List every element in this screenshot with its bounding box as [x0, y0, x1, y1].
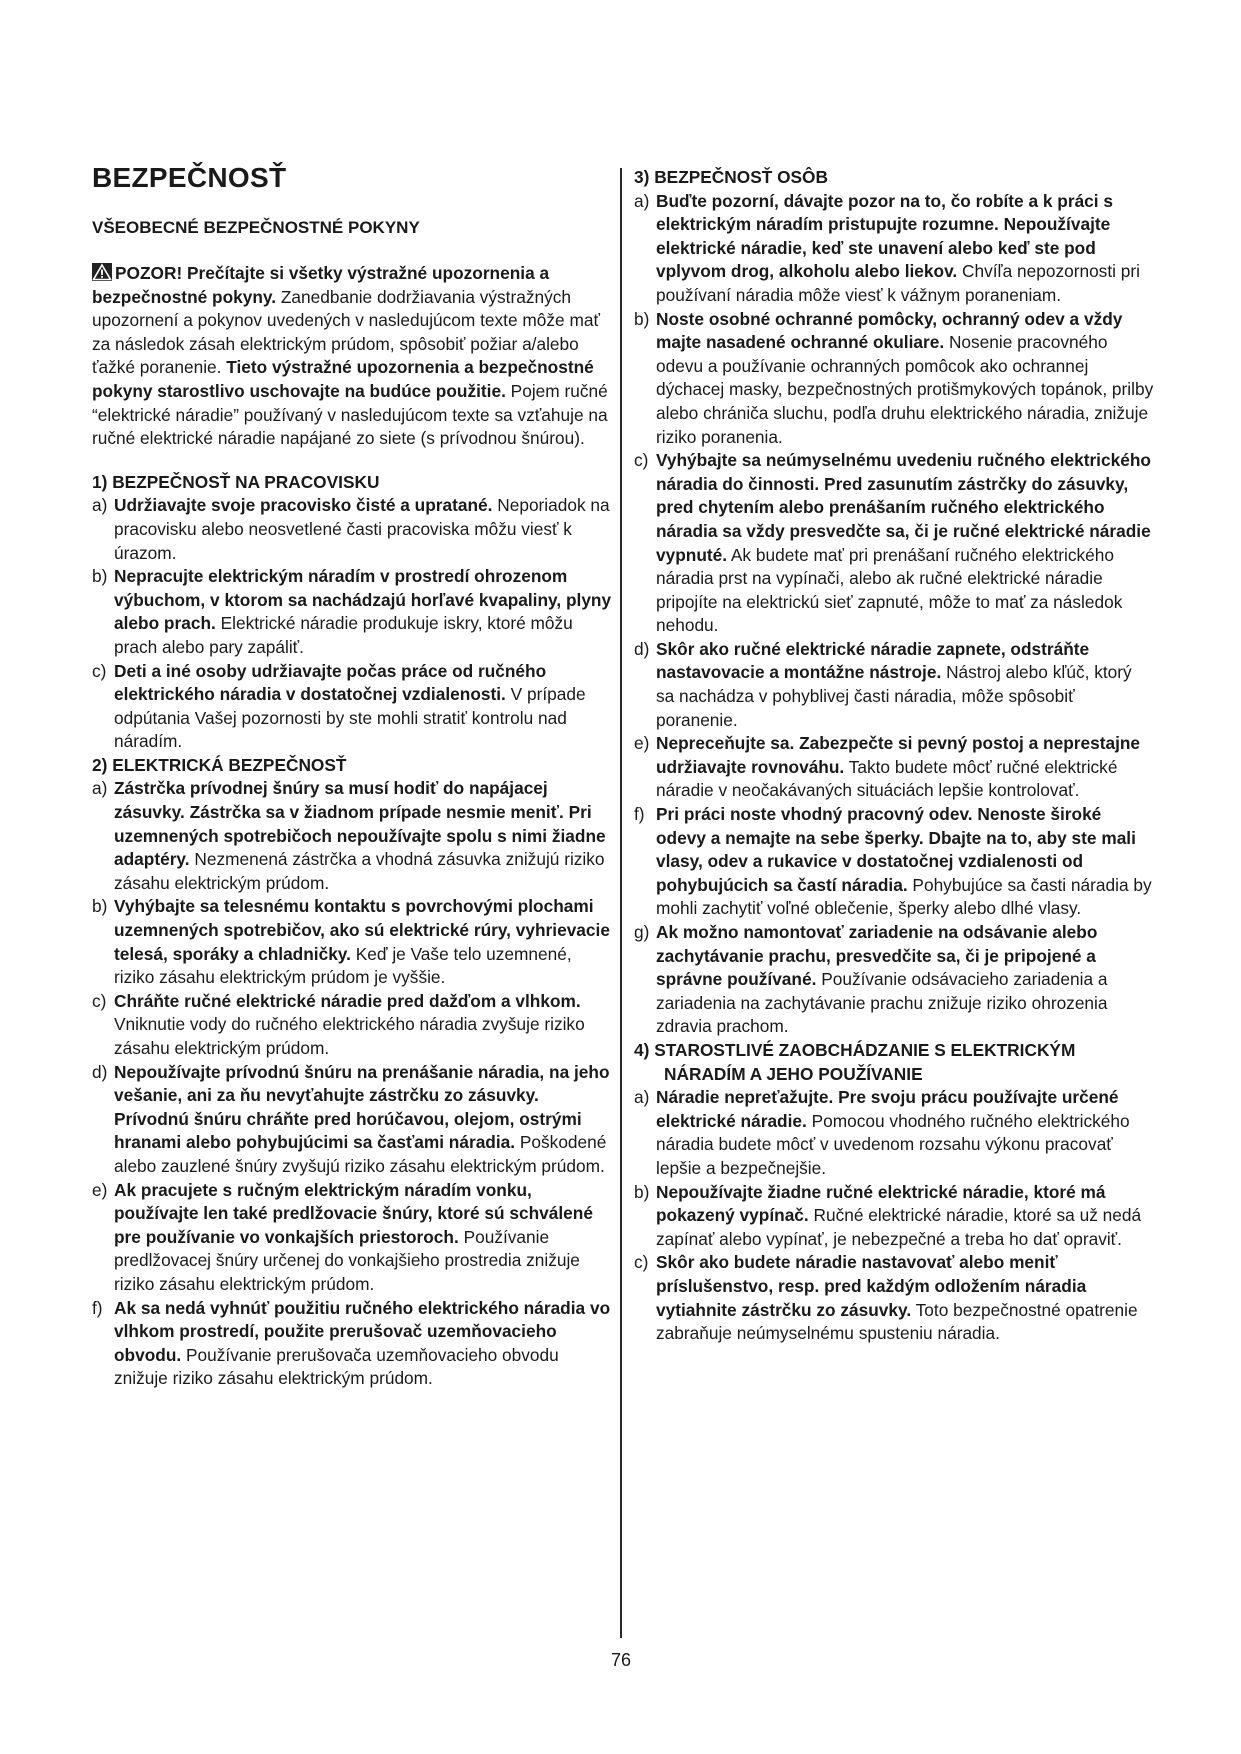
item-bold: Noste osobné ochranné pomôcky, ochranný odev a vždy majte nasadené ochranné okuliare. — [656, 308, 1123, 353]
item-text: Používanie predlžovacej šnúry určenej do vonkajšieho prostredia znižuje riziko zásahu elektrickým prúdom. — [114, 1226, 580, 1294]
item-text: Neporiadok na pracovisku alebo neosvetlené časti pracoviska môžu viesť k úrazom. — [114, 495, 610, 563]
item-text: Takto budete môcť ručné elektrické náradie v neočakávaných situáciách lepšie kontrolovať. — [656, 756, 1118, 801]
item-letter: a) — [634, 1087, 650, 1108]
warning-bold-1: POZOR! Prečítajte si všetky výstražné upozornenia a bezpečnostné pokyny. — [92, 263, 550, 307]
list-item — [634, 308, 1154, 450]
item-bold: Ak pracujete s ručným elektrickým náradím vonku, používajte len také predlžovacie šnúry, ktoré sú schválené pre používanie vo vonkajších priestoroch. — [114, 1179, 593, 1247]
list-item — [92, 1179, 612, 1297]
warning-bold-2: Tieto výstražné upozornenia a bezpečnostné pokyny starostlivo uschovajte na budúce použitie. — [92, 357, 594, 401]
item-text: Používanie prerušovača uzemňovacieho obvodu znižuje riziko zásahu elektrickým prúdom. — [114, 1344, 559, 1389]
right-column — [634, 166, 1154, 1346]
warning-triangle-icon — [92, 263, 112, 281]
list-item — [634, 1086, 1154, 1180]
item-letter: b) — [92, 566, 108, 587]
item-text: Vniknutie vody do ručného elektrického náradia zvyšuje riziko zásahu elektrickým prúdom. — [114, 1014, 585, 1058]
item-bold: Vyhýbajte sa neúmyselnému uvedeniu ručného elektrického náradia do činnosti. Pred zasunutím zástrčky do zásuvky, pred chytením alebo prenášaním ručného elektrického náradia sa vždy presvedčte sa, či je ručné elektrické náradie vypnuté. — [656, 450, 1151, 565]
item-bold: Náradie nepreťažujte. Pre svoju prácu používajte určené elektrické náradie. — [656, 1087, 1119, 1131]
section-3 — [634, 166, 1154, 1039]
list-item — [634, 449, 1154, 638]
list-item — [92, 990, 612, 1061]
item-text: Nezmenená zástrčka a vhodná zásuvka znižujú riziko zásahu elektrickým prúdom. — [114, 849, 605, 893]
item-text: Elektrické náradie produkuje iskry, ktoré môžu prach alebo pary zapáliť. — [114, 613, 573, 657]
item-letter: e) — [92, 1179, 108, 1200]
section-number: 1) — [92, 471, 108, 492]
item-bold: Nepoužívajte prívodnú šnúru na prenášanie náradia, na jeho vešanie, ani za ňu nevyťahujte zástrčku zo zásuvky. Prívodnú šnúru chráňte pred horúčavou, olejom, ostrými hranami alebo pohybujúcimi sa časťami náradia. — [114, 1061, 610, 1153]
item-text: Poškodené alebo zauzlené šnúry zvyšujú riziko zásahu elektrickým prúdom. — [114, 1132, 607, 1176]
warning-text-1: Zanedbanie dodržiavania výstražných upozornení a pokynov uvedených v nasledujúcom texte môže mať za následok zásah elektrickým prúdom, spôsobiť požiar a/alebo ťažké poranenie. — [92, 286, 600, 378]
list-item — [92, 895, 612, 989]
item-letter: d) — [92, 1061, 108, 1082]
item-text: Pohybujúce sa časti náradia by mohli zachytiť voľné oblečenie, šperky alebo dlhé vlasy. — [656, 874, 1152, 919]
page-number: 76 — [611, 1650, 632, 1670]
item-bold: Zástrčka prívodnej šnúry sa musí hodiť do napájacej zásuvky. Zástrčka sa v žiadnom prípade nesmie meniť. Pri uzemnených spotrebičoch nepoužívajte spolu s nimi žiadne adaptéry. — [114, 778, 606, 870]
item-letter: c) — [92, 990, 107, 1011]
section-heading — [92, 471, 612, 495]
list-item — [634, 190, 1154, 308]
item-text: V prípade odpútania Vašej pozornosti by ste mohli stratiť kontrolu nad náradím. — [114, 684, 586, 752]
item-bold: Ak možno namontovať zariadenie na odsávanie alebo zachytávanie prachu, presvedčite sa, či je pripojené a správne používané. — [656, 922, 1098, 990]
item-bold: Deti a iné osoby udržiavajte počas práce od ručného elektrického náradia v dostatočnej vzdialenosti. — [114, 660, 547, 705]
item-letter: a) — [92, 778, 108, 799]
warning-paragraph — [92, 262, 612, 451]
list-item — [92, 777, 612, 895]
section-2 — [92, 754, 612, 1391]
section-4 — [634, 1039, 1154, 1346]
list-item — [634, 921, 1154, 1039]
section-heading — [92, 754, 612, 778]
item-letter: b) — [634, 1181, 650, 1202]
item-bold: Skôr ako budete náradie nastavovať alebo meniť príslušenstvo, resp. pred každým odložením náradia vytiahnite zástrčku zo zásuvky. — [656, 1252, 1087, 1320]
section-heading — [634, 1039, 1154, 1086]
item-letter: a) — [92, 495, 108, 516]
item-text: Chvíľa nepozornosti pri používaní náradia môže viesť k vážnym poraneniam. — [656, 261, 1140, 305]
page-title: BEZPEČNOSŤ — [92, 162, 287, 193]
item-letter: f) — [92, 1297, 103, 1318]
item-bold: Nepreceňujte sa. Zabezpečte si pevný postoj a neprestajne udržiavajte rovnováhu. — [656, 733, 1141, 777]
section-heading-text: ELEKTRICKÁ BEZPEČNOSŤ — [112, 754, 347, 775]
warning-text-2: Pojem ručné “elektrické náradie” používaný v nasledujúcom texte sa vzťahuje na ručné elektrické náradie napájané zo siete (s prívodnou šnúrou). — [92, 380, 608, 449]
item-text: Používanie odsávacieho zariadenia a zariadenia na zachytávanie prachu znižuje riziko ohrozenia zdravia prachom. — [656, 969, 1108, 1037]
item-letter: c) — [92, 660, 107, 681]
list-item — [634, 638, 1154, 732]
list-item — [634, 1251, 1154, 1345]
section-heading-text: BEZPEČNOSŤ OSÔB — [654, 167, 828, 187]
column-divider — [620, 168, 622, 1638]
list-item — [634, 1181, 1154, 1252]
section-number: 2) — [92, 754, 108, 775]
section-number: 3) — [634, 167, 650, 187]
list-item — [92, 1297, 612, 1391]
section-heading-text: STAROSTLIVÉ ZAOBCHÁDZANIE S ELEKTRICKÝM NÁRADÍM A JEHO POUŽÍVANIE — [654, 1039, 1076, 1084]
item-letter: b) — [634, 308, 650, 329]
list-item — [92, 660, 612, 754]
item-text: Pomocou vhodného ručného elektrického náradia budete môcť v uvedenom rozsahu výkonu pracovať lepšie a bezpečnejšie. — [656, 1110, 1130, 1178]
item-bold: Udržiavajte svoje pracovisko čisté a upratané. — [114, 495, 493, 516]
section-subtitle: VŠEOBECNÉ BEZPEČNOSTNÉ POKYNY — [92, 218, 420, 237]
list-item — [634, 732, 1154, 803]
section-1 — [92, 471, 612, 754]
item-letter: g) — [634, 922, 650, 942]
left-column — [92, 262, 612, 1391]
list-item — [634, 803, 1154, 921]
item-text: Toto bezpečnostné opatrenie zabraňuje neúmyselnému spusteniu náradia. — [656, 1299, 1138, 1344]
item-bold: Nepoužívajte žiadne ručné elektrické náradie, ktoré má pokazený vypínač. — [656, 1181, 1106, 1226]
item-bold: Nepracujte elektrickým náradím v prostredí ohrozenom výbuchom, v ktorom sa nachádzajú horľavé kvapaliny, plyny alebo prach. — [114, 566, 612, 634]
item-bold: Vyhýbajte sa telesnému kontaktu s povrchovými plochami uzemnených spotrebičov, ako sú elektrické rúry, vyhrievacie telesá, sporáky a chladničky. — [114, 896, 610, 964]
item-bold: Buďte pozorní, dávajte pozor na to, čo robíte a k práci s elektrickým náradím pristupujte rozumne. Nepoužívajte elektrické náradie, keď ste unavení alebo keď ste pod vplyvom drog, alkoholu alebo liekov. — [656, 190, 1114, 282]
item-bold: Skôr ako ručné elektrické náradie zapnete, odstráňte nastavovacie a montážne nástroje. — [656, 638, 1090, 683]
item-text: Nosenie pracovného odevu a používanie ochranných pomôcok ako ochrannej dýchacej masky, bezpečnostných protišmykových topánok, prilby alebo chrániča sluchu, podľa druhu elektrického náradia, znižuje riziko poranenia. — [656, 332, 1154, 447]
item-letter: b) — [92, 896, 108, 917]
list-item — [92, 1061, 612, 1179]
item-letter: d) — [634, 638, 650, 659]
item-letter: c) — [634, 1252, 649, 1273]
section-heading-text: BEZPEČNOSŤ NA PRACOVISKU — [112, 471, 380, 492]
section-heading — [634, 166, 1154, 190]
item-text: Keď je Vaše telo uzemnené, riziko zásahu elektrickým prúdom je vyššie. — [114, 943, 572, 988]
list-item — [92, 494, 612, 565]
list-item — [92, 565, 612, 659]
item-text: Ručné elektrické náradie, ktoré sa už nedá zapínať alebo vypínať, je nebezpečné a treba ho dať opraviť. — [656, 1205, 1142, 1249]
item-bold: Chráňte ručné elektrické náradie pred dažďom a vlhkom. — [114, 990, 581, 1011]
item-bold: Ak sa nedá vyhnúť použitiu ručného elektrického náradia vo vlhkom prostredí, použite prerušovač uzemňovacieho obvodu. — [114, 1297, 611, 1365]
item-text: Nástroj alebo kľúč, ktorý sa nachádza v pohyblivej časti náradia, môže spôsobiť poranenie. — [656, 662, 1132, 730]
item-letter: c) — [634, 450, 649, 471]
item-letter: a) — [634, 190, 650, 211]
item-bold: Pri práci noste vhodný pracovný odev. Nenoste široké odevy a nemajte na sebe šperky. Dbajte na to, aby ste mali vlasy, odev a rukavice v dostatočnej vzdialenosti od pohybujúcich sa častí náradia. — [656, 804, 1136, 895]
item-text: Ak budete mať pri prenášaní ručného elektrického náradia prst na vypínači, alebo ak ručné elektrické náradie pripojíte na elektrickú sieť zapnuté, môže to mať za následok nehodu. — [656, 544, 1123, 636]
section-number: 4) — [634, 1039, 650, 1060]
item-letter: e) — [634, 733, 650, 754]
item-letter: f) — [634, 804, 645, 825]
